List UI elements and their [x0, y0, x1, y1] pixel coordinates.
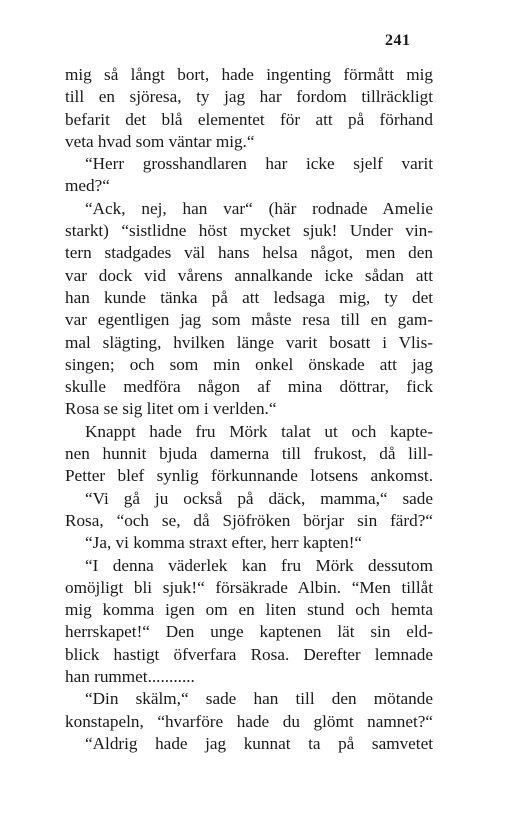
text-line: herrskapet!“ Den unge kaptenen lät sin eld-	[65, 622, 433, 642]
text-line: “Din skälm,“ sade han till den mötande	[85, 689, 433, 709]
page-number: 241	[385, 32, 411, 49]
text-line: skulle medföra någon af mina döttrar, fick	[65, 377, 433, 397]
text-line: han rummet...........	[65, 667, 195, 687]
text-line: Knappt hade fru Mörk talat ut och kapte-	[85, 421, 433, 441]
text-line: “Ja, vi komma straxt efter, herr kapten!“	[85, 533, 363, 553]
text-line: med?“	[65, 176, 110, 196]
text-line: blick hastigt öfverfara Rosa. Derefter lemnade	[65, 644, 433, 664]
text-line: befarit det blå elementet för att på förhand	[65, 109, 433, 129]
text-line: “Aldrig hade jag kunnat ta på samvetet	[85, 733, 433, 753]
text-line: veta hvad som väntar mig.“	[65, 131, 255, 151]
text-line: omöjligt bli sjuk!“ försäkrade Albin. “Men tillåt	[65, 577, 433, 597]
text-line: var egentligen jag som måste resa till en gam-	[65, 310, 433, 330]
text-line: mig så långt bort, hade ingenting förmått mig	[65, 65, 433, 84]
text-line: tern stadgades väl hans helsa något, men den	[65, 243, 433, 263]
text-line: Petter blef synlig förkunnande lotsens ankomst.	[65, 466, 433, 486]
text-line: var dock vid vårens annalkande icke sådan att	[65, 265, 433, 285]
text-line: “Vi gå ju också på däck, mamma,“ sade	[85, 488, 433, 508]
text-line: Rosa, “och se, då Sjöfröken börjar sin färd?“	[65, 510, 433, 530]
text-line: han kunde tänka på att ledsaga mig, ty det	[65, 287, 433, 307]
text-line: singen; och som min onkel önskade att jag	[65, 354, 433, 374]
text-line: konstapeln, “hvarföre hade du glömt namnet?“	[65, 711, 433, 731]
text-line: till en sjöresa, ty jag har fordom tillräckligt	[65, 87, 433, 107]
text-line: mig komma igen om en liten stund och hemta	[65, 600, 433, 620]
text-line: “I denna väderlek kan fru Mörk dessutom	[85, 555, 433, 575]
text-line: mal slägting, hvilken länge varit bosatt i Vlis-	[65, 332, 433, 352]
text-line: Rosa se sig litet om i verlden.“	[65, 399, 277, 419]
text-line: “Herr grosshandlaren har icke sjelf varit	[85, 154, 433, 174]
body-text	[65, 64, 433, 755]
text-line: “Ack, nej, han var“ (här rodnade Amelie	[85, 198, 433, 218]
text-line: nen hunnit bjuda damerna till frukost, då lill-	[65, 444, 433, 464]
text-line: starkt) “sistlidne höst mycket sjuk! Under vin-	[65, 221, 433, 241]
